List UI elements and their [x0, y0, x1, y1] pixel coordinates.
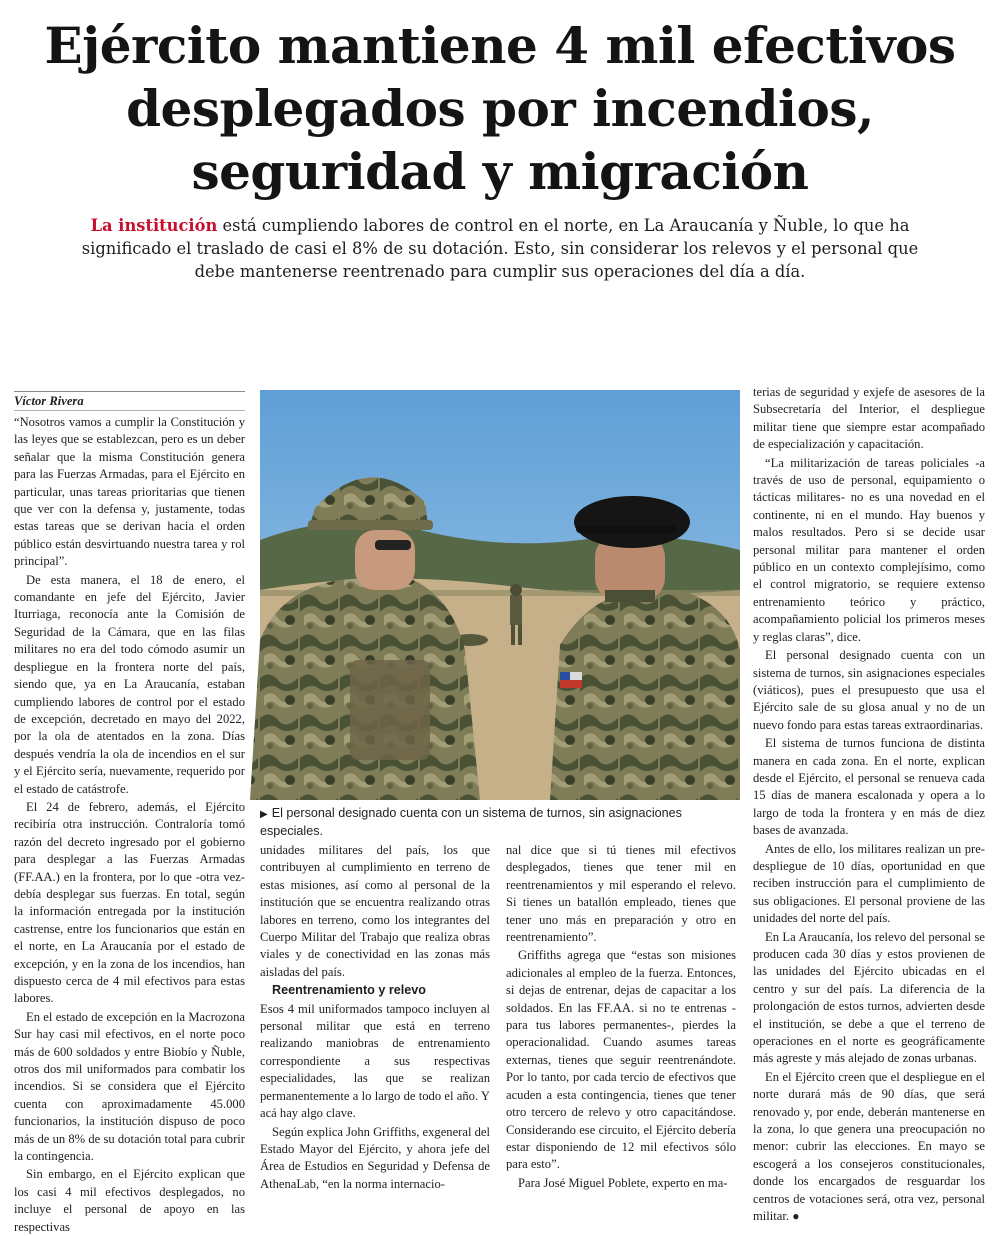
section-subhead: Reentrenamiento y relevo: [272, 983, 426, 998]
caption-triangle-icon: ▶: [260, 809, 268, 820]
paragraph: Antes de ello, los militares realizan un pre-despliegue de 10 días, oportunidad en que reciben instrucción para el cumplimiento de sus obligaciones. El personal proviene de las unidades del norte del país.: [753, 841, 985, 926]
article-column-2: [260, 842, 490, 1191]
paragraph: Para José Miguel Poblete, experto en ma-: [518, 1175, 728, 1190]
photo-caption: [260, 805, 740, 839]
paragraph: “Nosotros vamos a cumplir la Constitución y las leyes que se establezcan, pero es un deber señalar que la misma Constitución genera para las Fuerzas Armadas, para el Ejército en particular, unas tareas prioritarias que tienen que ver con la defensa y, justamente, todas estas tareas que se derivan hacia el orden público están desvirtuando nuestra tarea y rol principal”.: [14, 415, 245, 569]
paragraph: terias de seguridad y exjefe de asesores de la Subsecretaría del Interior, el despliegue militar tiene que siempre estar acompañado de especialización y capacitación.: [753, 385, 985, 452]
lede: [70, 214, 930, 283]
paragraph: El 24 de febrero, además, el Ejército recibiría otra instrucción. Contraloría tomó razón del decreto ingresado por el gobierno para desplegar a las Fuerzas Armadas (FF.AA.) en la frontera, por lo que -otra vez- debía desplegar sus fuerzas. En total, según la información entregada por la institución castrense, entre los funcionarios que están en el norte, en La Araucanía por el estado de excepción, y en la zona de los incendios, han dispuesto cerca de 4 mil efectivos para estas labores.: [14, 799, 245, 1006]
headline: [40, 14, 960, 203]
paragraph: El sistema de turnos funciona de distinta manera en cada zona. En el norte, explican desde el Ejército, el personal se renueva cada 15 días de manera escalonada y opera a lo largo de toda la frontera y en más de diez bases de avanzada.: [753, 736, 985, 838]
paragraph: El personal designado cuenta con un sistema de turnos, sin asignaciones especiales (viáticos), pues el presupuesto que usa el Ejército sale de su glosa anual y no de un nuevo fondo para estas tareas extraordinarias.: [753, 648, 985, 732]
byline-rule-top: [14, 391, 245, 392]
lede-kicker: La institución: [90, 216, 218, 235]
paragraph: Esos 4 mil uniformados tampoco incluyen al personal militar que está en terreno realizando maniobras de entrenamiento correspondiente a sus respectivas especialidades, las que se realizan permanentemente a lo largo de todo el año. Y acá hay algo clave.: [260, 1001, 490, 1121]
news-photo: [260, 390, 740, 800]
paragraph: De esta manera, el 18 de enero, el comandante en jefe del Ejército, Javier Iturriaga, reconocía ante la Comisión de Seguridad de la Cámara, que en las filas militares no era del todo cómodo asumir un despliegue en la frontera norte del país, siendo que, ya en La Araucanía, estaban cumpliendo labores de control por el estado de excepción, decretado en mayo del 2022, por la ola de atentados en la zona. Días después vendría la ola de incendios en el sur y el Ejército sería, nuevamente, requerido por el estado de catástrofe.: [14, 572, 245, 796]
lede-text: está cumpliendo labores de control en el norte, en La Araucanía y Ñuble, lo que ha significado el traslado de casi el 8% de su dotación. Esto, sin considerar los relevos y el personal que debe mantenerse reentrenado para cumplir sus operaciones del día a día.: [81, 216, 919, 281]
end-mark-icon: ●: [792, 1209, 800, 1224]
paragraph: unidades militares del país, los que contribuyen al cumplimiento en terreno de estas misiones, así como al personal de la institución que se encuentra realizando otras labores en terreno, como los integrantes del Cuerpo Militar del Trabajo que realiza obras viales y de conectividad en las zonas más aisladas del país.: [260, 843, 490, 979]
paragraph: En el estado de excepción en la Macrozona Sur hay casi mil efectivos, en el norte poco más de 600 soldados y entre Biobío y Ñuble, otros dos mil uniformados para combatir los incendios. Si se considera que el Ejército cuenta con aproximadamente 45.000 funcionarios, la institución dispuso de poco más de un 8% de su dotación total para cubrir la contingencia.: [14, 1009, 245, 1164]
paragraph: Sin embargo, en el Ejército explican que los casi 4 mil efectivos desplegados, no incluye el personal de apoyo en las respectivas: [14, 1167, 245, 1234]
article-column-4: [753, 384, 985, 1224]
headline-line-1: Ejército mantiene 4 mil efectivos: [44, 16, 956, 75]
article-column-1: [14, 414, 245, 1234]
headline-line-3: seguridad y migración: [191, 142, 809, 201]
byline: Víctor Rivera: [14, 394, 84, 408]
paragraph: En La Araucanía, los relevo del personal se producen cada 30 días y estos provienen de las unidades del Ejército ubicadas en el centro y sur del país. La diferencia de la prolongación de estos turnos, advierten desde el institución, se debe a que el terreno de operaciones en el norte es geográficamente más agreste y más alejado de zonas urbanas.: [753, 929, 985, 1066]
caption-text: El personal designado cuenta con un sistema de turnos, sin asignaciones especiales.: [260, 806, 682, 838]
paragraph: Según explica John Griffiths, exgeneral del Estado Mayor del Ejército, y ahora jefe del Área de Estudios en Seguridad y Defensa de AthenaLab, “en la norma internacio-: [260, 1124, 490, 1191]
paragraph: “La militarización de tareas policiales -a través de uso de personal, equipamiento o tácticas militares- no es una novedad en el continente, ni en el mundo. Hay buenos y malos resultados. Pero si se decide usar personal militar para mantener el orden público en un contexto complejísimo, como el control migratorio, se requiere extenso entrenamiento teórico y práctico, acompañamiento policial los primeros meses y reglas claras”, dice.: [753, 455, 985, 644]
byline-rule-bottom: [14, 410, 245, 411]
article-column-3: [506, 842, 736, 1190]
paragraph-text: En el Ejército creen que el despliegue en el norte durará más de 90 días, que será renovado y, por ende, deberán mantenerse en la zona, lo que genera una preocupación no menor: cubrir las elecciones. En mayo se escogerá a los consejeros constitucionales, donde los encargados de resguardar los centros de votaciones será, otra vez, personal militar.: [753, 1069, 985, 1224]
soldiers-photo-illustration: [260, 390, 740, 800]
headline-line-2: desplegados por incendios,: [126, 79, 874, 138]
paragraph: nal dice que si tú tienes mil efectivos desplegados, tienes que tener mil en reentrenamientos y mil esperando el relevo. Si tienes un batallón empleado, tienes que tener uno más en preparación y otro en reentrenamiento”.: [506, 843, 736, 945]
paragraph: Griffiths agrega que “estas son misiones adicionales al empleo de la fuerza. Entonces, si dejas de entrenar, dejas de capacitar a los soldados. En las FF.AA. si no te entrenas -para tus labores permanentes-, pierdes la operacionalidad. Cuando asumes tareas externas, tienes que seguir reentrenándote. Por lo tanto, por cada tercio de efectivos que acuden a esta contingencia, tienes que tener otro tercero de relevo y otro capacitándose. Considerando ese circuito, el Ejército debería estar disponiendo de 12 mil efectivos sólo para esto”.: [506, 948, 736, 1172]
paragraph: [753, 1069, 985, 1226]
